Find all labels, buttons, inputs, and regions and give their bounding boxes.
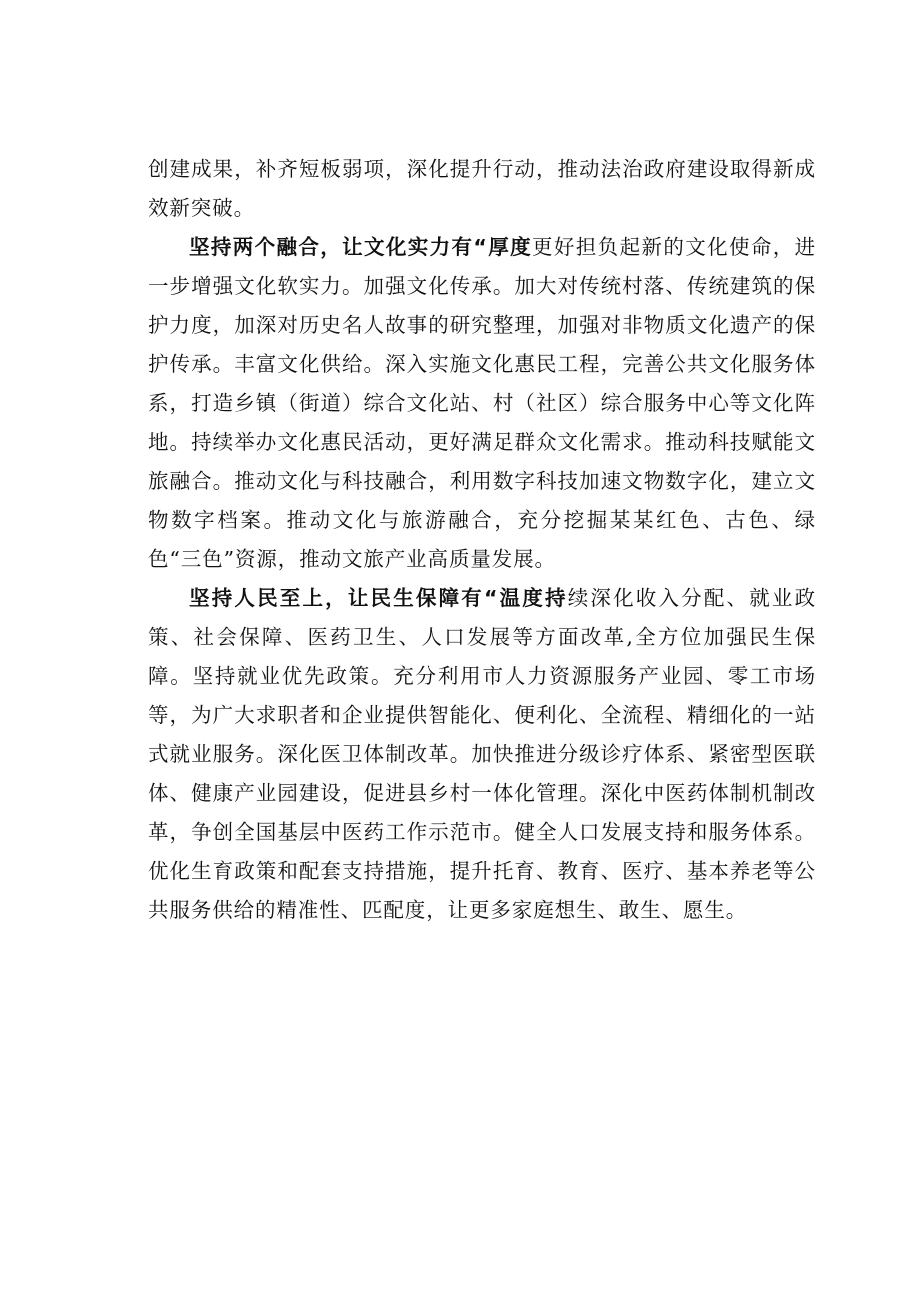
- paragraph-text: 更好担负起新的文化使命，进一步增强文化软实力。加强文化传承。加大对传统村落、传统建筑的保护力度，加深对历史名人故事的研究整理，加强对非物质文化遗产的保护传承。丰富文化供给。深入实施文化惠民工程，完善公共文化服务体系，打造乡镇（街道）综合文化站、村（社区）综合服务中心等文化阵地。持续举办文化惠民活动，更好满足群众文化需求。推动科技赋能文旅融合。推动文化与科技融合，利用数字科技加速文物数字化，建立文物数字档案。推动文化与旅游融合，充分挖掘某某红色、古色、绿色“三色”资源，推动文旅产业高质量发展。: [148, 235, 816, 571]
- paragraph-lead-heading: 坚持人民至上，让民生保障有“温度持: [189, 586, 568, 610]
- document-body: [148, 150, 816, 930]
- paragraph-livelihood: [148, 579, 816, 930]
- paragraph-culture: [148, 228, 816, 579]
- paragraph-text: 创建成果，补齐短板弱项，深化提升行动，推动法治政府建设取得新成效新突破。: [148, 157, 816, 220]
- paragraph-continuation: [148, 150, 816, 228]
- paragraph-text: 续深化收入分配、就业政策、社会保障、医药卫生、人口发展等方面改革,全方位加强民生保障。坚持就业优先政策。充分利用市人力资源服务产业园、零工市场等，为广大求职者和企业提供智能化、便利化、全流程、精细化的一站式就业服务。深化医卫体制改革。加快推进分级诊疗体系、紧密型医联体、健康产业园建设，促进县乡村一体化管理。深化中医药体制机制改革，争创全国基层中医药工作示范市。健全人口发展支持和服务体系。优化生育政策和配套支持措施，提升托育、教育、医疗、基本养老等公共服务供给的精准性、匹配度，让更多家庭想生、敢生、愿生。: [148, 586, 816, 922]
- paragraph-lead-heading: 坚持两个融合，让文化实力有“厚度: [189, 235, 533, 259]
